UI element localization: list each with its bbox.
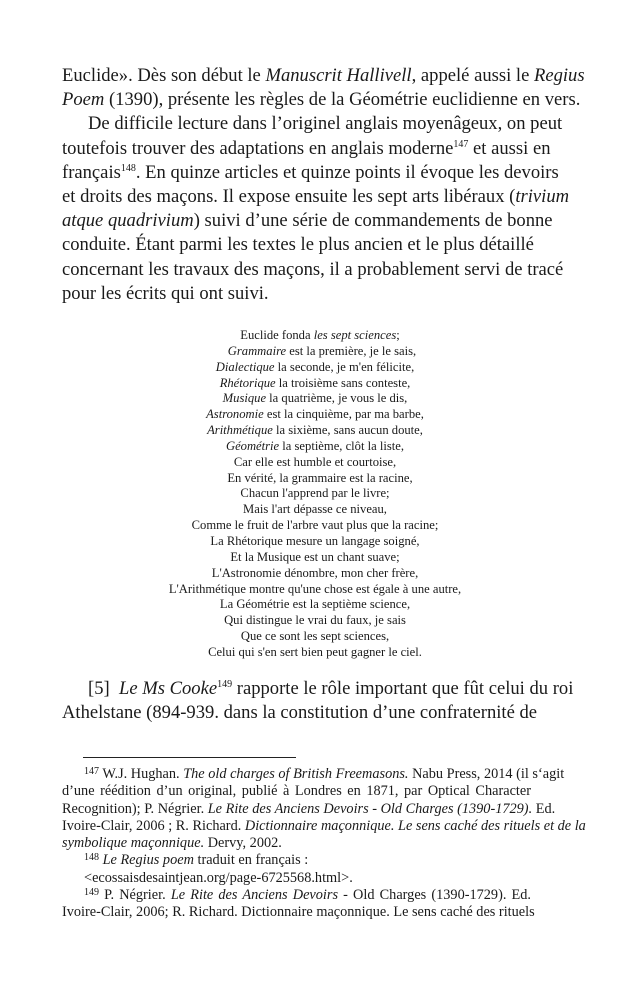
- footnotes: [62, 766, 586, 922]
- paragraph-number: [5]: [88, 678, 110, 699]
- poem-line: Celui qui s'en sert bien peut gagner le ciel.: [208, 644, 422, 659]
- footnote-148: $^{148}$ Le Regius poem traduit en français :: [84, 852, 309, 869]
- text-line: et droits des maçons. Il expose ensuite les sept arts libéraux (trivium: [62, 186, 570, 208]
- poem-line: La Géométrie est la septième science,: [219, 597, 411, 612]
- body-paragraph-1: [62, 64, 585, 306]
- poem-line: Géométrie la septième, clôt la liste,: [225, 438, 404, 453]
- text-line: symbolique maçonnique. Dervy, 2002.: [62, 835, 282, 852]
- poem-line: Grammaire est la première, je le sais,: [227, 343, 417, 358]
- poem-line: Comme le fruit de l'arbre vaut plus que la racine;: [191, 518, 439, 533]
- poem-line: L'Arithmétique montre qu'une chose est égale à une autre,: [168, 581, 462, 596]
- text-line: Euclide». Dès son début le Manuscrit Hallivell, appelé aussi le Regius: [62, 65, 585, 86]
- poem-line: L'Astronomie dénombre, mon cher frère,: [211, 565, 419, 580]
- poem-line: La Rhétorique mesure un langage soigné,: [210, 533, 420, 548]
- footnote-147: $^{147}$ W.J. Hughan. The old charges of British Freemasons. Nabu Press, 2014 (il s‘agit: [84, 766, 565, 782]
- footnote-ref-147[interactable]: 147: [453, 138, 469, 150]
- text-line: concernant les travaux des maçons, il a probablement servi de tracé: [62, 258, 564, 280]
- text-line: De difficile lecture dans l’originel anglais moyenâgeux, on peut: [88, 113, 563, 135]
- poem-line: Que ce sont les sept sciences,: [240, 629, 390, 644]
- body-paragraph-5: [62, 677, 574, 725]
- footnote-149: $^{149}$ P. Négrier. Le Rite des Anciens Devoirs - Old Charges (1390-1729). Ed.: [84, 887, 532, 904]
- poem-line: Musique la quatrième, je vous le dis,: [222, 391, 408, 406]
- footnote-ref-148[interactable]: 148: [120, 162, 136, 174]
- poem-line: En vérité, la grammaire est la racine,: [227, 470, 413, 485]
- poem-line: Dialectique la seconde, je m'en félicite,: [215, 359, 415, 374]
- poem-line: Chacun l'apprend par le livre;: [240, 486, 390, 501]
- text-line: Ivoire-Clair, 2006; R. Richard. Dictionnaire maçonnique. Le sens caché des rituels: [62, 904, 535, 921]
- text-line: toutefois trouver des adaptations en anglais moderne$^{147}$ et aussi en: [62, 137, 551, 159]
- poem-quotation: [120, 328, 510, 661]
- poem-line: Car elle est humble et courtoise,: [233, 454, 397, 469]
- poem-line: Astronomie est la cinquième, par ma barbe,: [206, 407, 424, 422]
- text-line: d’une réédition d’un original, publié à Londres en 1871, par Optical Character: [62, 783, 531, 800]
- text-line: atque quadrivium) suivi d’une série de commandements de bonne: [62, 210, 553, 232]
- text-line: Athelstane (894-939. dans la constitution d’une confraternité de: [62, 702, 538, 724]
- text-line: Ivoire-Clair, 2006 ; R. Richard. Dictionnaire maçonnique. Le sens caché des rituels et de la: [62, 817, 586, 834]
- text-line: [5] Le Ms Cooke$^{149}$ rapporte le rôle important que fût celui du roi: [88, 678, 574, 699]
- footnote-148-link[interactable]: <ecossaisdesaintjean.org/page-6725568.html>.: [84, 869, 353, 886]
- text-line: français$^{148}$. En quinze articles et quinze points il évoque les devoirs: [62, 161, 559, 183]
- text-line: Recognition); P. Négrier. Le Rite des Anciens Devoirs - Old Charges (1390-1729). Ed.: [62, 800, 556, 817]
- poem-line: Qui distingue le vrai du faux, je sais: [224, 613, 406, 628]
- poem-line: Rhétorique la troisième sans conteste,: [219, 375, 411, 390]
- poem-line: Mais l'art dépasse ce niveau,: [243, 502, 387, 517]
- poem-line: Euclide fonda les sept sciences;: [240, 328, 400, 342]
- text-line: pour les écrits qui ont suivi.: [62, 282, 269, 304]
- footnote-separator: [83, 757, 296, 758]
- poem-line: Et la Musique est un chant suave;: [230, 549, 400, 564]
- text-line: Poem (1390), présente les règles de la Géométrie euclidienne en vers.: [62, 89, 581, 111]
- text-line: conduite. Étant parmi les textes le plus ancien et le plus détaillé: [62, 234, 534, 256]
- poem-line: Arithmétique la sixième, sans aucun doute,: [207, 423, 423, 438]
- footnote-ref-149[interactable]: 149: [217, 679, 233, 690]
